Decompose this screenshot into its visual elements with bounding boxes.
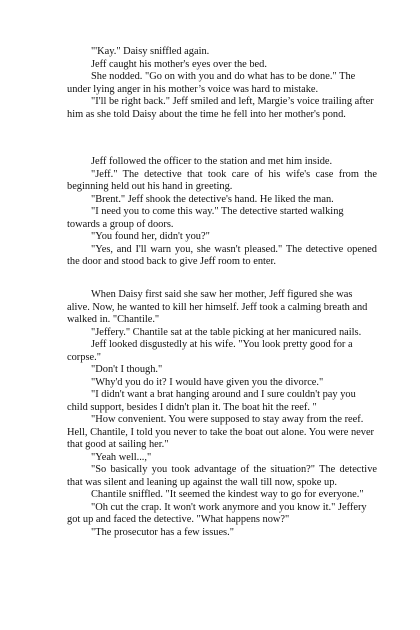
paragraph: "Yeah well...,"	[91, 451, 152, 463]
paragraph: Jeff looked disgustedly at his wife. "You look pretty good for a corpse."	[67, 339, 353, 363]
paragraph: "Why'd you do it? I would have given you the divorce."	[91, 376, 324, 388]
paragraph: Chantile sniffled. "It seemed the kindest way to go for everyone."	[91, 489, 364, 500]
paragraph: "I need you to come this way." The detective started walking towards a group of doors.	[67, 206, 344, 230]
paragraph: "The prosecutor has a few issues."	[91, 526, 234, 538]
paragraph: "I'll be right back." Jeff smiled and left, Margie’s voice trailing after him as she told Daisy about the time he fell into her mother's pond.	[67, 96, 374, 120]
paragraph: "Yes, and I'll warn you, she wasn't pleased." The detective opened the door and stood back to give Jeff room to enter.	[67, 243, 377, 267]
paragraph: "Oh cut the crap. It won't work anymore and you know it." Jeffery got up and faced the detective. "What happens now?"	[67, 501, 367, 525]
paragraph: "'Kay." Daisy sniffled again.	[91, 46, 210, 57]
paragraph: Jeff caught his mother's eyes over the bed.	[91, 58, 267, 70]
paragraph: "You found her, didn't you?"	[91, 231, 210, 242]
paragraph: "How convenient. You were supposed to stay away from the reef. Hell, Chantile, I told you never to take the boat out alone. You were never that good at sailing her."	[67, 414, 375, 450]
paragraph: "Don't I though."	[91, 364, 163, 375]
paragraph: "Jeffery." Chantile sat at the table picking at her manicured nails.	[91, 326, 362, 338]
scene-station-arrival	[67, 156, 377, 269]
paragraph: "So basically you took advantage of the situation?" The detective that was silent and leaning up against the wall till now, spoke up.	[67, 464, 377, 488]
paragraph: Jeff followed the officer to the station and met him inside.	[91, 156, 333, 167]
scene-interrogation	[67, 289, 377, 539]
paragraph: When Daisy first said she saw her mother, Jeff figured she was alive. Now, he wanted to kill her himself. Jeff took a calming breath and walked in. "Chantile."	[67, 289, 368, 325]
paragraph: "Jeff." The detective that took care of his wife's case from the beginning held out his hand in greeting.	[67, 168, 377, 192]
paragraph: "I didn't want a brat hanging around and I sure couldn't pay you child support, besides I didn't plan it. The boat hit the reef. "	[67, 389, 356, 413]
paragraph: She nodded. "Go on with you and do what has to be done." The under lying anger in his mother’s voice was hard to mistake.	[67, 71, 356, 95]
paragraph: "Brent." Jeff shook the detective's hand. He liked the man.	[91, 193, 334, 205]
scene-hospital	[67, 46, 377, 121]
